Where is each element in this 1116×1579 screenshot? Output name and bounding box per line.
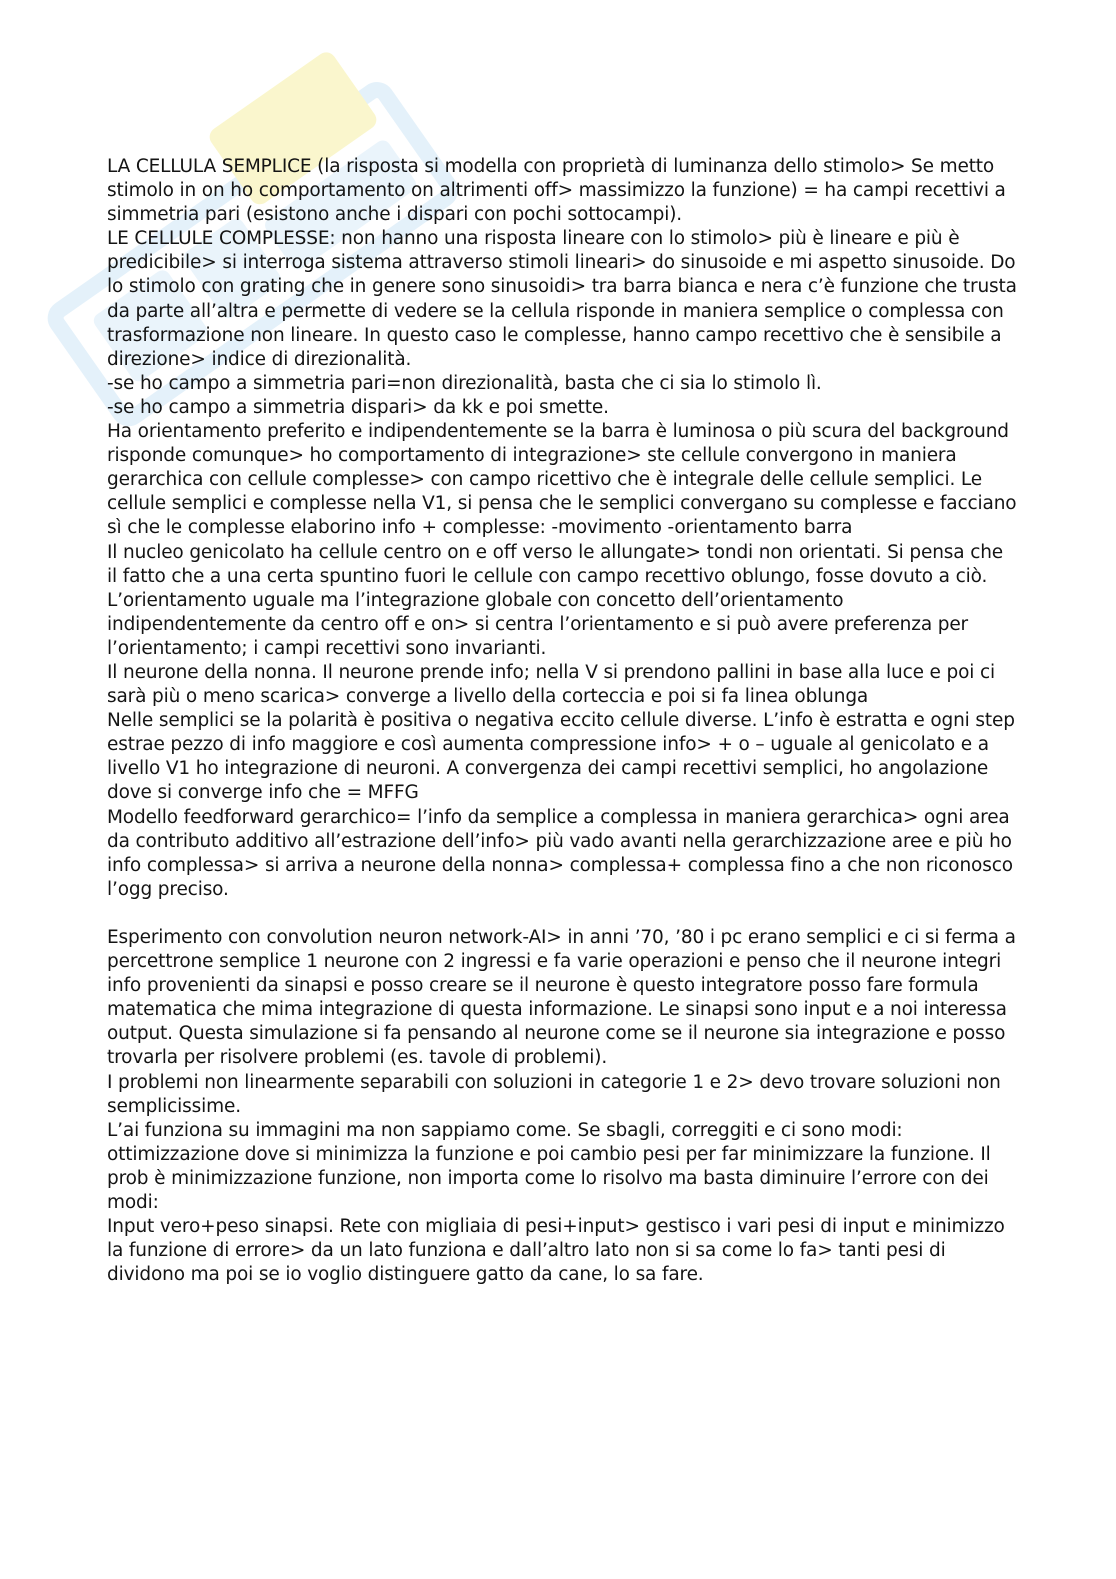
paragraph-nucleo-genicolato: Il nucleo genicolato ha cellule centro on e off verso le allungate> tondi non orientati. Si pensa che il fatto che a una certa spuntino fuori le cellule con campo recettivo oblungo, fosse dovuto a ciò. (107, 541, 1004, 587)
paragraph-cellule-complesse: LE CELLULE COMPLESSE: non hanno una risposta lineare con lo stimolo> più è lineare e più è predicibile> si interroga sistema attraverso stimoli lineari> do sinusoide e mi aspetto sinusoide. Do lo stimolo con grating che in genere sono sinusoidi> tra barra bianca e nera c’è funzione che trusta da parte all’altra e permette di vedere se la cellula risponde in maniera semplice o complessa con trasformazione non lineare. In questo caso le complesse, hanno campo recettivo che è sensibile a direzione> indice di direzionalità. (107, 228, 1017, 370)
paragraph-orientamento-preferito: Ha orientamento preferito e indipendentemente se la barra è luminosa o più scura del background risponde comunque> ho comportamento di integrazione> ste cellule convergono in maniera gerarchica con cellule complesse> con campo ricettivo che è integrale delle cellule semplici. Le cellule semplici e complesse nella V1, si pensa che le semplici convergano su complesse e facciano sì che le complesse elaborino info + complesse: -movimento -orientamento barra (107, 421, 1017, 539)
paragraph-simmetria-pari: -se ho campo a simmetria pari=non direzionalità, basta che ci sia lo stimolo lì. (107, 372, 822, 394)
paragraph-polarita: Nelle semplici se la polarità è positiva o negativa eccito cellule diverse. L’info è estratta e ogni step estrae pezzo di info maggiore e così aumenta compressione info> + o – uguale al genicolato e a livello V1 ho integrazione di neuroni. A convergenza dei campi recettivi semplici, ho angolazione dove si converge info che = MFFG (107, 710, 1015, 804)
paragraph-modello-feedforward: Modello feedforward gerarchico= l’info da semplice a complessa in maniera gerarchica> ogni area da contributo additivo all’estrazione dell’info> più vado avanti nella gerarchizzazione aree e più ho info complessa> si arriva a neurone della nonna> complessa+ complessa fino a che non riconosco l’ogg preciso. (107, 806, 1013, 900)
paragraph-orientamento-uguale: L’orientamento uguale ma l’integrazione globale con concetto dell’orientamento indipendentemente da centro off e on> si centra l’orientamento e si può avere preferenza per l’orientamento; i campi recettivi sono invarianti. (107, 589, 969, 659)
document-body (107, 155, 1017, 1287)
paragraph-input-vero: Input vero+peso sinapsi. Rete con migliaia di pesi+input> gestisco i vari pesi di input e minimizzo la funzione di errore> da un lato funziona e dall’altro lato non si sa come lo fa> tanti pesi di dividono ma poi se io voglio distinguere gatto da cane, lo sa fare. (107, 1216, 1005, 1286)
paragraph-problemi-non-lineari: I problemi non linearmente separabili con soluzioni in categorie 1 e 2> devo trovare soluzioni non semplicissime. (107, 1071, 1001, 1117)
paragraph-simmetria-dispari: -se ho campo a simmetria dispari> da kk e poi smette. (107, 396, 609, 418)
paragraph-ai-funziona: L’ai funziona su immagini ma non sappiamo come. Se sbagli, correggiti e ci sono modi: ottimizzazione dove si minimizza la funzione e poi cambio pesi per far minimizzare la funzione. Il prob è minimizzazione funzione, non importa come lo risolvo ma basta diminuire l’errore con dei modi: (107, 1119, 991, 1214)
paragraph-cellula-semplice: LA CELLULA SEMPLICE (la risposta si modella con proprietà di luminanza dello stimolo> Se metto stimolo in on ho comportamento on altrimenti off> massimizzo la funzione) = ha campi recettivi a simmetria pari (esistono anche i dispari con pochi sottocampi). (107, 156, 1006, 226)
paragraph-esperimento-cnn: Esperimento con convolution neuron network-AI> in anni ’70, ’80 i pc erano semplici e ci si ferma a percettrone semplice 1 neurone con 2 ingressi e fa varie operazioni e penso che il neurone integri info provenienti da sinapsi e posso creare se il neurone è questo integratore posso fare formula matematica che mima integrazione di questa informazione. Le sinapsi sono input e a noi interessa output. Questa simulazione si fa pensando al neurone come se il neurone sia integrazione e posso trovarla per risolvere problemi (es. tavole di problemi). (107, 927, 1016, 1069)
paragraph-neurone-nonna: Il neurone della nonna. Il neurone prende info; nella V si prendono pallini in base alla luce e poi ci sarà più o meno scarica> converge a livello della corteccia e poi si fa linea oblunga (107, 661, 996, 708)
